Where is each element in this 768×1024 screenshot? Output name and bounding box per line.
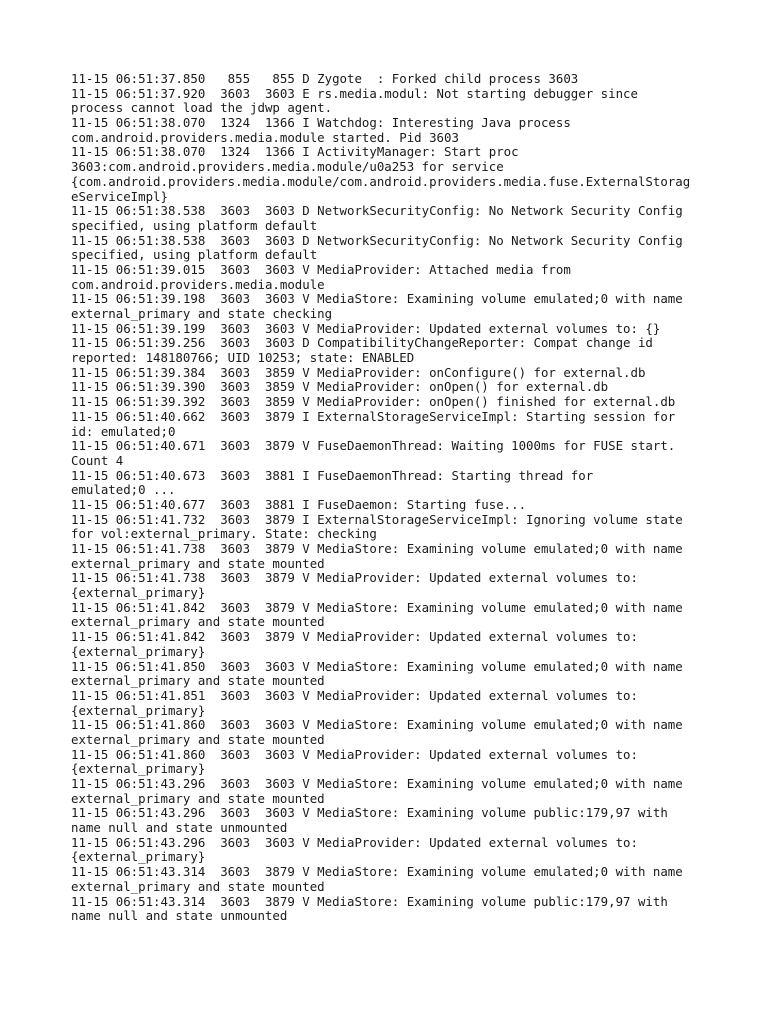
log-line: external_primary and state mounted	[71, 673, 325, 689]
log-line: 11-15 06:51:41.860 3603 3603 V MediaProvider: Updated external volumes to:	[71, 746, 638, 762]
log-line: 11-15 06:51:43.296 3603 3603 V MediaStore: Examining volume emulated;0 with name	[71, 776, 683, 791]
log-line: external_primary and state mounted	[71, 790, 325, 806]
log-line: reported: 148180766; UID 10253; state: ENABLED	[71, 350, 415, 366]
log-line: eServiceImpl}	[71, 188, 168, 204]
log-line: 11-15 06:51:38.538 3603 3603 D NetworkSecurityConfig: No Network Security Config	[71, 203, 683, 219]
log-line: 11-15 06:51:37.850 855 855 D Zygote : Forked child process 3603	[71, 71, 579, 86]
log-line: 11-15 06:51:41.738 3603 3879 V MediaProvider: Updated external volumes to:	[71, 570, 638, 586]
log-line: {com.android.providers.media.module/com.android.providers.media.fuse.ExternalStorag	[71, 173, 691, 189]
log-line: 11-15 06:51:39.384 3603 3859 V MediaProvider: onConfigure() for external.db	[71, 364, 646, 380]
log-line: 11-15 06:51:43.314 3603 3879 V MediaStore: Examining volume public:179,97 with	[71, 893, 668, 909]
log-line: 11-15 06:51:38.070 1324 1366 I Watchdog: Interesting Java process	[71, 115, 571, 131]
log-line: {external_primary}	[71, 849, 206, 865]
log-line: 11-15 06:51:41.842 3603 3879 V MediaStore: Examining volume emulated;0 with name	[71, 599, 683, 615]
log-line: 11-15 06:51:41.842 3603 3879 V MediaProvider: Updated external volumes to:	[71, 629, 638, 645]
log-line: {external_primary}	[71, 585, 206, 601]
log-line: 11-15 06:51:37.920 3603 3603 E rs.media.modul: Not starting debugger since	[71, 85, 638, 101]
log-line: 11-15 06:51:40.673 3603 3881 I FuseDaemonThread: Starting thread for	[71, 467, 594, 483]
log-line: external_primary and state checking	[71, 306, 333, 321]
log-line: 11-15 06:51:41.732 3603 3879 I ExternalStorageServiceImpl: Ignoring volume state	[71, 511, 683, 527]
log-line: 11-15 06:51:41.851 3603 3603 V MediaProvider: Updated external volumes to:	[71, 687, 638, 703]
log-line: {external_primary}	[71, 702, 206, 718]
log-line: external_primary and state mounted	[71, 614, 325, 630]
log-line: 11-15 06:51:39.198 3603 3603 V MediaStore: Examining volume emulated;0 with name	[71, 291, 683, 307]
log-line: external_primary and state mounted	[71, 878, 325, 894]
log-line: specified, using platform default	[71, 217, 318, 233]
log-line: 11-15 06:51:39.015 3603 3603 V MediaProvider: Attached media from	[71, 261, 571, 277]
log-line: 11-15 06:51:43.314 3603 3879 V MediaStore: Examining volume emulated;0 with name	[71, 864, 683, 880]
log-line: 11-15 06:51:39.390 3603 3859 V MediaProvider: onOpen() for external.db	[71, 379, 609, 395]
log-line: specified, using platform default	[71, 247, 318, 263]
log-line: 11-15 06:51:40.671 3603 3879 V FuseDaemonThread: Waiting 1000ms for FUSE start.	[71, 438, 676, 454]
log-line: 11-15 06:51:40.677 3603 3881 I FuseDaemon: Starting fuse...	[71, 496, 527, 512]
log-line: emulated;0 ...	[71, 482, 176, 498]
log-line: 11-15 06:51:43.296 3603 3603 V MediaProvider: Updated external volumes to:	[71, 834, 638, 850]
log-text-block	[71, 72, 711, 924]
log-line: external_primary and state mounted	[71, 731, 325, 747]
log-line: {external_primary}	[71, 643, 206, 659]
log-line: 11-15 06:51:38.538 3603 3603 D NetworkSecurityConfig: No Network Security Config	[71, 232, 683, 248]
log-line: name null and state unmounted	[71, 820, 288, 836]
log-line: 3603:com.android.providers.media.module/u0a253 for service	[71, 159, 504, 175]
log-line: 11-15 06:51:39.256 3603 3603 D CompatibilityChangeReporter: Compat change id	[71, 335, 653, 351]
log-line: 11-15 06:51:39.199 3603 3603 V MediaProvider: Updated external volumes to: {}	[71, 320, 661, 336]
log-line: Count 4	[71, 452, 124, 468]
log-line: process cannot load the jdwp agent.	[71, 100, 333, 116]
log-line: id: emulated;0	[71, 423, 176, 439]
log-line: name null and state unmounted	[71, 908, 288, 924]
log-line: 11-15 06:51:38.070 1324 1366 I ActivityManager: Start proc	[71, 144, 519, 160]
log-line: com.android.providers.media.module	[71, 276, 325, 292]
log-line: 11-15 06:51:43.296 3603 3603 V MediaStore: Examining volume public:179,97 with	[71, 805, 668, 821]
log-line: 11-15 06:51:41.850 3603 3603 V MediaStore: Examining volume emulated;0 with name	[71, 658, 683, 674]
log-line: 11-15 06:51:41.860 3603 3603 V MediaStore: Examining volume emulated;0 with name	[71, 717, 683, 733]
log-line: com.android.providers.media.module started. Pid 3603	[71, 129, 459, 145]
log-line: external_primary and state mounted	[71, 555, 325, 571]
log-line: {external_primary}	[71, 761, 206, 777]
log-line: 11-15 06:51:41.738 3603 3879 V MediaStore: Examining volume emulated;0 with name	[71, 541, 683, 556]
log-line: 11-15 06:51:40.662 3603 3879 I ExternalStorageServiceImpl: Starting session for	[71, 408, 676, 424]
log-line: 11-15 06:51:39.392 3603 3859 V MediaProvider: onOpen() finished for external.db	[71, 394, 676, 410]
log-line: for vol:external_primary. State: checking	[71, 526, 377, 542]
